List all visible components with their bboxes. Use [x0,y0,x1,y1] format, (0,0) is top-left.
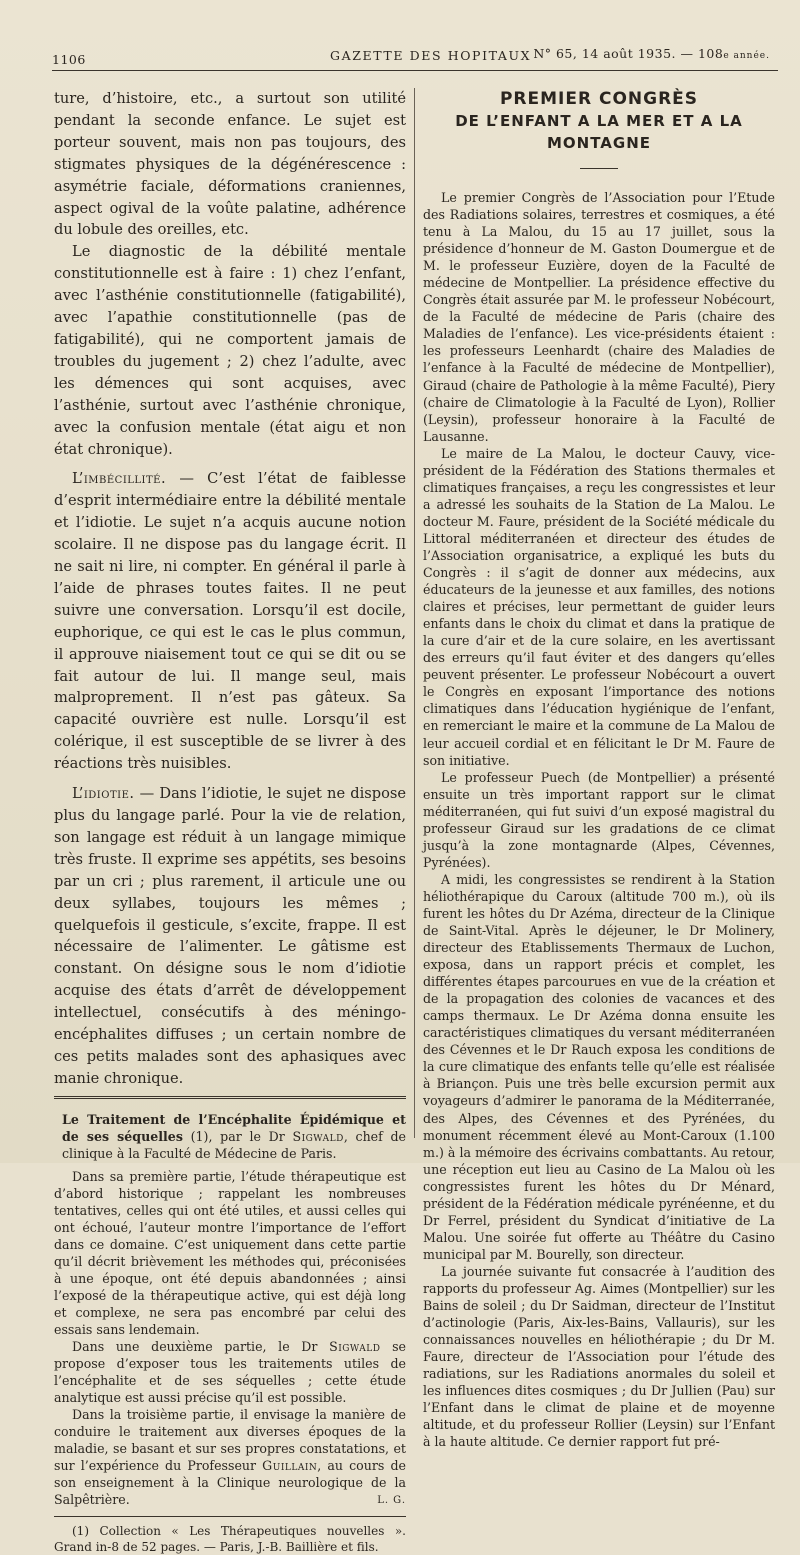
right-column [423,88,775,1450]
review-paragraph-1: Dans sa première partie, l’étude thérapeutique est d’abord historique ; rappelant les nombreuses tentatives, celles qui ont été utiles, et aussi celles qui ont échoué, l’auteur montre l’importance de l’effort dans ce domaine. C’est uniquement dans cette partie qu’il décrit brièvement les méthodes qui, préconisées à une époque, ont été depuis abandonnées ; ainsi l’exposé de la thérapeutique active, qui est déjà long et complexe, ne sera pas encombré par celui des essais sans lendemain. [54,1168,406,1337]
article-title-line-1: PREMIER CONGRÈS [499,89,699,109]
review-p3-name: Guillain [262,1457,318,1473]
article-paragraph-1: Le premier Congrès de l’Association pour l’Etude des Radiations solaires, terrestres et cosmiques, a été tenu à La Malou, du 15 au 17 juillet, sous la présidence d’honneur de M. Gaston Doumergue et de M. le professeur Euzière, doyen de la Faculté de médecine de Montpellier. La présidence effective du Congrès était assurée par M. le professeur Nobécourt, de la Faculté de médecine de Paris (chaire des Maladies de l’enfance). Les vice-présidents étaient : les professeurs Leenhardt (chaire des Maladies de l’enfance à la Faculté de médecine de Montpellier), Giraud (chaire de Pathologie à la même Faculté), Piery (chaire de Climatologie à la Faculté de Lyon), Rollier (Leysin), professeur honoraire à la Faculté de Lausanne. [423,190,775,444]
review-affiliation: , chef de clinique à la Faculté de Médecine de Paris. [62,1128,407,1161]
left-column [54,88,406,1555]
page-number: 1106 [52,52,86,67]
title-dash [580,168,618,169]
paragraph-diagnostic: Le diagnostic de la débilité mentale constitutionnelle est à faire : 1) chez l’enfant, avec l’asthénie constitutionnelle (fatigabilité), avec l’apathie constitutionnelle (pas de fatigabilité), qui ne comportent jamais de troubles du jugement ; 2) chez l’adulte, avec les démences qui sont acquises, avec l’asthénie, surtout avec l’asthénie chronique, avec la confusion mentale (état aigu et non état chronique). [54,243,406,458]
paragraph-idiotie [54,783,406,1090]
column-divider [414,88,415,1138]
paragraph-imbecillite [54,468,406,775]
issue-number-date: N° 65, 14 août 1935. — 108 [533,46,724,61]
article-paragraph-3: Le professeur Puech (de Montpellier) a présenté ensuite un très important rapport sur le climat méditerranéen, qui fut suivi d’un exposé magistral du professeur Giraud sur les gradations de ce climat jusqu’à la zone montagnarde (Alpes, Cévennes, Pyrénées). [423,769,775,870]
section-label-idiotie: L’idiotie. [72,785,135,803]
review-signature: L. G. [377,1494,406,1506]
review-author: Sigwald [292,1128,344,1144]
header-rule [52,70,778,71]
review-ref: (1), par le Dr [182,1128,293,1144]
footnote-rule [54,1516,406,1517]
review-title: Le Traitement de l’Encéphalite Épidémique et de ses séquelles [62,1111,406,1144]
issue-annee: e année. [723,51,770,61]
article-paragraph-4: A midi, les congressistes se rendirent à la Station héliothérapique du Caroux (altitude 700 m.), où ils furent les hôtes du Dr Azéma, directeur de la Clinique de Saint-Vital. Après le déjeuner, le Dr Molinery, directeur des Etablissements Thermaux de Luchon, exposa, dans un rapport précis et complet, les différentes étapes parcourues en vue de la création et de la propagation des colonies de vacances et des camps thermaux. Le Dr Azéma donna ensuite les caractéristiques climatiques du versant méditerranéen des Cévennes et le Dr Rauch exposa les conditions de la cure climatique des enfants telle qu’elle est réalisée à Briançon. Puis une très belle excursion permit aux voyageurs d’admirer le panorama de la Méditerranée, des Alpes, des Cévennes et des Pyrénées, du monument récemment élevé au Mont-Caroux (1.100 m.) à la mémoire des écrivains combattants. Au retour, une réception eut lieu au Casino de La Malou où les congressistes furent les hôtes du Dr Ménard, président de la Fédération médicale pyrénéenne, et du Dr Ferrel, président du Syndicat d’initiative de La Malou. Une soirée fut offerte au Théâtre du Casino municipal par M. Bourelly, son directeur. [423,871,775,1262]
imbecillite-text: — C’est l’état de faiblesse d’esprit intermédiaire entre la débilité mentale et l’idiotie. Le sujet n’a acquis aucune notion scolaire. Il ne dispose pas du langage écrit. Il ne sait ni lire, ni compter. En général il parle à l’aide de phrases toutes faites. Il ne peut suivre une conversation. Lorsqu’il est docile, euphorique, ce qui est le cas le plus commun, il approuve niaisement tout ce qui se dit ou se fait autour de lui. Il mange seul, mais malproprement. Il n’est pas gâteux. Sa capacité ouvrière est nulle. Lorsqu’il est colérique, il est susceptible de se livrer à des réactions très nuisibles. [54,470,406,773]
article-paragraph-5: La journée suivante fut consacrée à l’audition des rapports du professeur Ag. Aimes (Montpellier) sur les Bains de soleil ; du Dr Saidman, directeur de l’Institut d’actinologie (Paris, Aix-les-Bains, Vallauris), sur les connaissances nouvelles en héliothérapie ; du Dr M. Faure, directeur de l’Association pour l’étude des radiations, sur les Radiations anormales du soleil et les influences dites cosmiques ; du Dr Jullien (Pau) sur l’Enfant dans le climat de plaine et de moyenne altitude, et du professeur Rollier (Leysin) sur l’Enfant à la haute altitude. Ce dernier rapport fut pré- [423,1263,775,1450]
article-paragraph-2: Le maire de La Malou, le docteur Cauvy, vice-président de la Fédération des Stations thermales et climatiques françaises, a reçu les congressistes et leur a adressé les souhaits de la Station de La Malou. Le docteur M. Faure, président de la Société médicale du Littoral méditerranéen et directeur des études de l’Association organisatrice, a expliqué les buts du Congrès : il s’agit de donner aux médecins, aux éducateurs de la jeunesse et aux familles, des notions claires et précises, leur permettant de guider leurs enfants dans le choix du climat et dans la pratique de la cure d’air et de la cure solaire, en les avertissant des erreurs qu’il faut éviter et des dangers qu’elles peuvent présenter. Le professeur Nobécourt a ouvert le Congrès en exposant l’importance des notions climatiques dans l’éducation hygiénique de l’enfant, en remerciant le maire et la commune de La Malou de leur accueil cordial et en félicitant le Dr M. Faure de son initiative. [423,445,775,768]
journal-title: GAZETTE DES HOPITAUX [330,48,532,63]
section-label-imbecillite: L’imbécillité. [72,470,167,488]
section-separator [54,1096,406,1099]
review-paragraph-3 [54,1406,406,1508]
review-p2-end: se propose d’exposer tous les traitements utiles de l’encéphalite et de ses séquelles ; cette étude analytique est aussi précise qu’il est possible. [54,1338,406,1405]
footnote: (1) Collection « Les Thérapeutiques nouvelles ». Grand in-8 de 52 pages. — Paris, J.-B. Baillière et fils. [54,1523,406,1554]
review-p3-start: Dans la troisième partie, il envisage la manière de conduire le traitement aux diverses époques de la maladie, se basant et sur ses propres constatations, et sur l’expérience du Professeur [54,1406,406,1473]
article-title [423,88,775,154]
review-p2-start: Dans une deuxième partie, le Dr [72,1338,330,1354]
idiotie-text: — Dans l’idiotie, le sujet ne dispose plus du langage parlé. Pour la vie de relation, son langage est réduit à un langage mimique très fruste. Il exprime ses appétits, ses besoins par un cri ; plus rarement, il articule une ou deux syllabes, toujours les mêmes ; quelquefois il gesticule, s’excite, frappe. Il est nécessaire de l’alimenter. Le gâtisme est constant. On désigne sous le nom d’idiotie acquise des états d’arrêt de développement intellectuel, consécutifs à des méningo-encéphalites diffuses ; un certain nombre de ces petits malades sont des aphasiques avec manie chronique. [54,785,406,1087]
paragraph-continuation: ture, d’histoire, etc., a surtout son utilité pendant la seconde enfance. Le sujet est porteur souvent, mais non pas toujours, des stigmates physiques de la dégénérescence : asymétrie faciale, déformations craniennes, aspect ogival de la voûte palatine, adhérence du lobule des oreilles, etc. [54,90,406,239]
issue-info [533,46,770,61]
article-title-line-2: DE L’ENFANT A LA MER ET A LA MONTAGNE [455,112,743,152]
review-heading [54,1111,406,1162]
review-paragraph-2 [54,1338,406,1406]
page-header [52,42,778,70]
review-p2-name: Sigwald [329,1338,381,1354]
review-p3-end: , au cours de son enseignement à la Clinique neurologique de la Salpêtrière. [54,1457,406,1507]
